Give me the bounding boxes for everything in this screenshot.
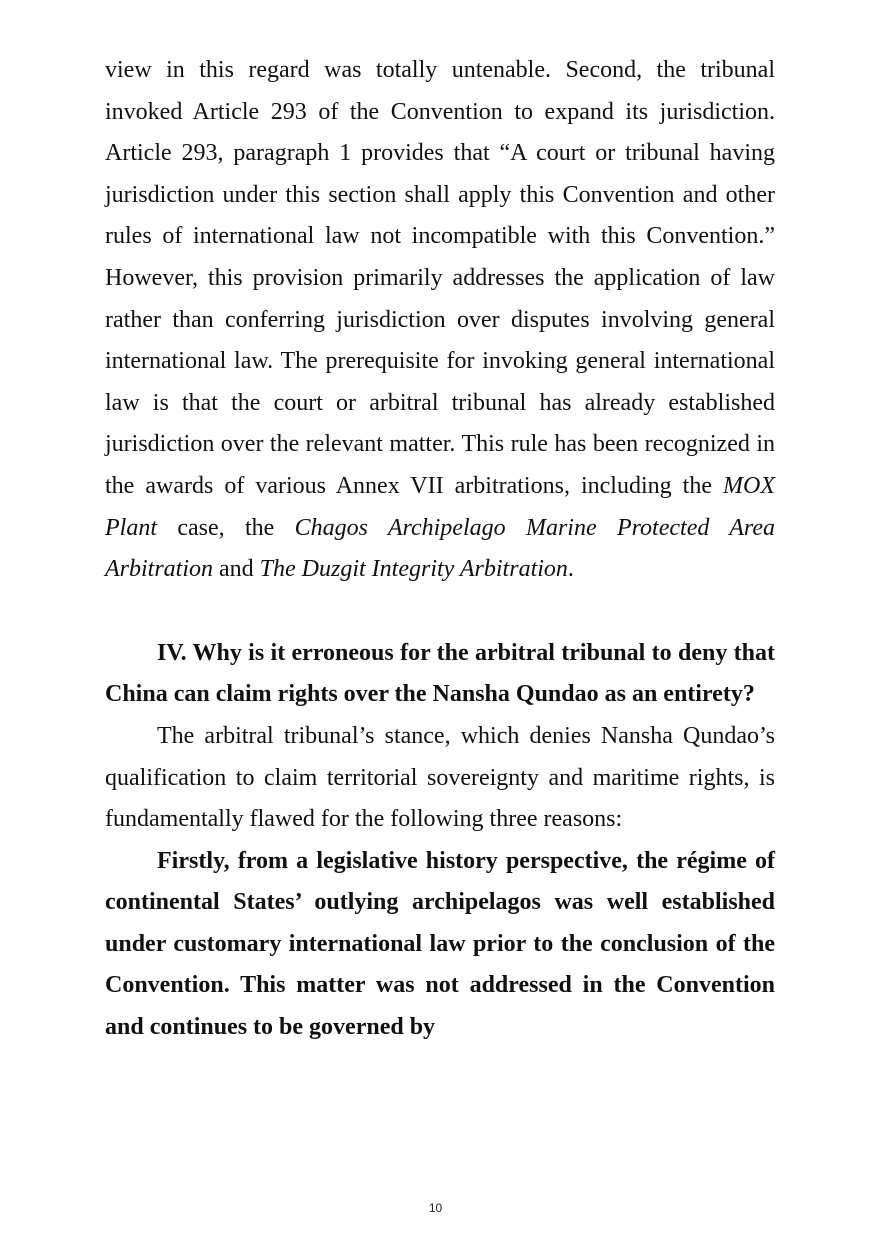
case-name-chagos: Chagos Archipelago Marine Protected Area Arbitration [105,514,776,583]
paragraph-spacer [105,591,775,633]
paragraph-text: . [567,556,574,583]
paragraph-text: case, the [157,514,295,541]
document-body [105,50,775,1049]
paragraph-firstly: Firstly, from a legislative history perspective, the régime of continental States’ outlying archipelagos was well established under customary international law prior to the conclusion of the Convention. This matter was not addressed in the Convention and continues to be governed by [105,847,775,1041]
paragraph-text: and [213,556,260,583]
case-name-duzgit: The Duzgit Integrity Arbitration [259,556,568,583]
section-heading: IV. Why is it erroneous for the arbitral tribunal to deny that China can claim rights over the Nansha Qundao as an entirety? [105,639,775,708]
paragraph-text: view in this regard was totally untenable. Second, the tribunal invoked Article 293 of the Convention to expand its jurisdiction. Article 293, paragraph 1 provides that “A court or tribunal having jurisdiction under this section shall apply this Convention and other rules of international law not incompatible with this Convention.” However, this provision primarily addresses the application of law rather than conferring jurisdiction over disputes involving general international law. The prerequisite for invoking general international law is that the court or arbitral tribunal has already established jurisdiction over the relevant matter. This rule has been recognized in the awards of various Annex VII arbitrations, including the [105,57,775,499]
page-number: 10 [428,1201,443,1215]
paragraph-reasons-intro: The arbitral tribunal’s stance, which denies Nansha Qundao’s qualification to claim territorial sovereignty and maritime rights, is fundamentally flawed for the following three reasons: [105,722,775,833]
case-name-mox-plant: MOX Plant [105,472,775,541]
paragraph-jurisdiction [105,50,775,591]
